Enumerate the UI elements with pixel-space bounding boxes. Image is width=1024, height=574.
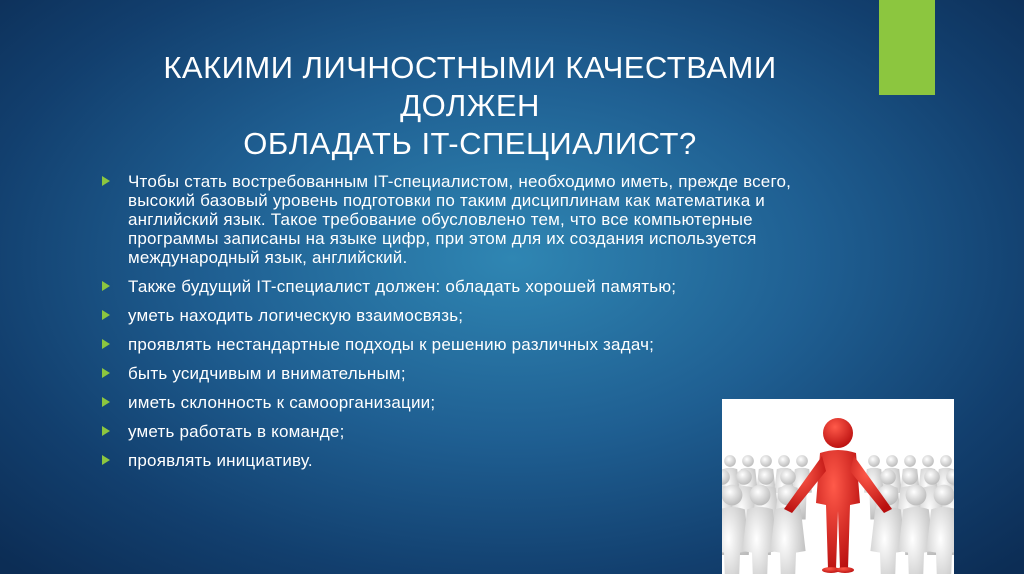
slide-title [90, 49, 850, 163]
bullet-arrow-icon [102, 455, 110, 465]
list-item-text: проявлять инициативу. [128, 451, 313, 470]
list-item-text: уметь работать в команде; [128, 422, 345, 441]
list-item-text: быть усидчивым и внимательным; [128, 364, 406, 383]
leader-crowd-illustration [722, 399, 954, 574]
list-item [100, 364, 860, 383]
list-item [100, 172, 848, 267]
bullet-arrow-icon [102, 310, 110, 320]
bullet-arrow-icon [102, 339, 110, 349]
list-item [100, 335, 860, 354]
bullet-arrow-icon [102, 281, 110, 291]
list-item [100, 306, 860, 325]
list-item-text: иметь склонность к самоорганизации; [128, 393, 436, 412]
bullet-arrow-icon [102, 368, 110, 378]
list-item [100, 277, 860, 296]
list-item-text: уметь находить логическую взаимосвязь; [128, 306, 464, 325]
list-item-text: проявлять нестандартные подходы к решению различных задач; [128, 335, 655, 354]
bullet-arrow-icon [102, 426, 110, 436]
accent-bar [879, 0, 935, 95]
title-line-1: КАКИМИ ЛИЧНОСТНЫМИ КАЧЕСТВАМИ ДОЛЖЕН [163, 49, 777, 123]
bullet-arrow-icon [102, 176, 110, 186]
list-item-text: Чтобы стать востребованным IT-специалистом, необходимо иметь, прежде всего, высокий базовый уровень подготовки по таким дисциплинам как математика и английский язык. Такое требование обусловлено тем, что все компьютерные программы записаны на языке цифр, при этом для их создания используется международный язык, английский. [128, 172, 792, 267]
bullet-arrow-icon [102, 397, 110, 407]
title-line-2: ОБЛАДАТЬ IT-СПЕЦИАЛИСТ? [243, 125, 697, 161]
leader-figure-icon [722, 399, 954, 574]
list-item-text: Также будущий IT-специалист должен: обладать хорошей памятью; [128, 277, 677, 296]
